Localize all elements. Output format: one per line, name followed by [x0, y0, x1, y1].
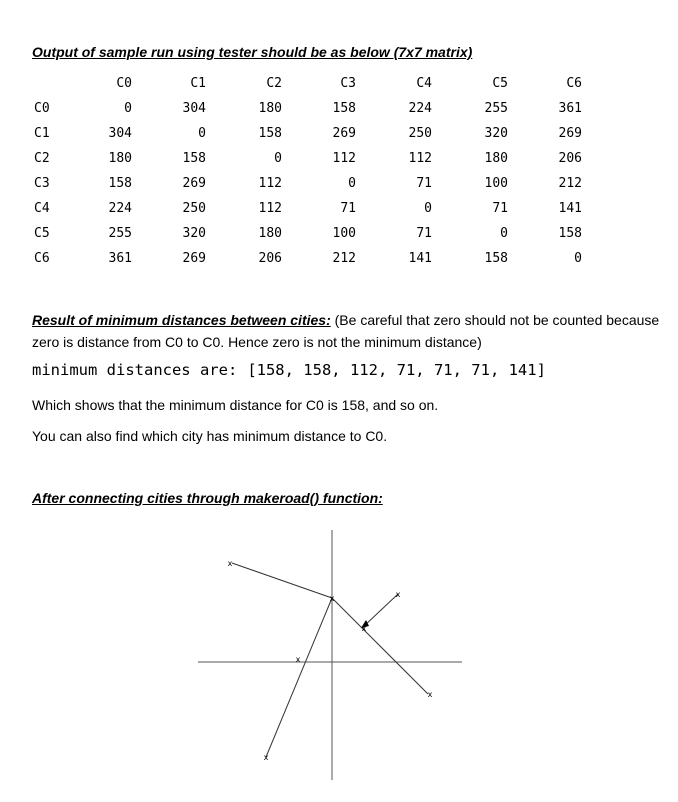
min-distances-label: minimum distances are: [32, 361, 238, 379]
matrix-cell: 269 [558, 126, 582, 141]
matrix-cell: 100 [484, 176, 508, 191]
matrix-title: Output of sample run using tester should be as below (7x7 matrix) [32, 44, 473, 60]
matrix-cell: 212 [332, 251, 356, 266]
matrix-cell: 71 [416, 176, 432, 191]
matrix-cell: 0 [274, 151, 282, 166]
city-marker: x [329, 594, 335, 603]
column-header: C5 [492, 76, 508, 91]
matrix-cell: 0 [198, 126, 206, 141]
matrix-cell: 180 [258, 226, 282, 241]
matrix-cell: 224 [108, 201, 132, 216]
matrix-cell: 255 [484, 101, 508, 116]
matrix-cell: 224 [408, 101, 432, 116]
matrix-cell: 112 [408, 151, 432, 166]
matrix-cell: 212 [558, 176, 582, 191]
matrix-cell: 158 [258, 126, 282, 141]
explanation-text: Which shows that the minimum distance for C0 is 158, and so on. [32, 397, 439, 413]
matrix-cell: 0 [500, 226, 508, 241]
matrix-cell: 158 [108, 176, 132, 191]
matrix-cell: 361 [558, 101, 582, 116]
matrix-cell: 304 [108, 126, 132, 141]
matrix-cell: 0 [348, 176, 356, 191]
matrix-cell: 250 [408, 126, 432, 141]
row-label: C0 [34, 101, 50, 116]
city-marker: x [263, 753, 269, 762]
column-header: C4 [416, 76, 432, 91]
row-label: C1 [34, 126, 50, 141]
matrix-cell: 0 [424, 201, 432, 216]
result-text: (Be careful that zero should not be counted because zero is distance from C0 to C0. Hence zero is not the minimum distance) [32, 312, 660, 350]
matrix-cell: 206 [258, 251, 282, 266]
city-marker: x [361, 624, 367, 633]
matrix-cell: 180 [484, 151, 508, 166]
matrix-cell: 158 [332, 101, 356, 116]
matrix-cell: 320 [484, 126, 508, 141]
matrix-cell: 180 [108, 151, 132, 166]
road-line [332, 598, 428, 694]
matrix-cell: 158 [558, 226, 582, 241]
matrix-cell: 0 [574, 251, 582, 266]
roads-title: After connecting cities through makeroad() function: [32, 490, 383, 506]
matrix-cell: 141 [408, 251, 432, 266]
matrix-cell: 100 [332, 226, 356, 241]
row-label: C3 [34, 176, 50, 191]
min-distances-value: [158, 158, 112, 71, 71, 71, 141] [247, 361, 546, 379]
matrix-cell: 361 [108, 251, 132, 266]
matrix-cell: 112 [258, 201, 282, 216]
matrix-cell: 180 [258, 101, 282, 116]
row-label: C6 [34, 251, 50, 266]
matrix-cell: 320 [182, 226, 206, 241]
matrix-cell: 112 [332, 151, 356, 166]
matrix-cell: 0 [124, 101, 132, 116]
city-marker: x [295, 655, 301, 664]
matrix-cell: 71 [340, 201, 356, 216]
column-header: C1 [190, 76, 206, 91]
row-label: C5 [34, 226, 50, 241]
matrix-cell: 158 [182, 151, 206, 166]
column-header: C3 [340, 76, 356, 91]
column-header: C0 [116, 76, 132, 91]
column-header: C6 [566, 76, 582, 91]
matrix-cell: 71 [492, 201, 508, 216]
road-line [232, 563, 332, 598]
matrix-cell: 255 [108, 226, 132, 241]
matrix-cell: 71 [416, 226, 432, 241]
hint-text: You can also find which city has minimum distance to C0. [32, 428, 388, 444]
road-line [266, 598, 332, 757]
row-label: C2 [34, 151, 50, 166]
city-marker: x [427, 690, 433, 699]
matrix-cell: 141 [558, 201, 582, 216]
result-label: Result of minimum distances between cities: [32, 312, 331, 328]
column-header: C2 [266, 76, 282, 91]
matrix-cell: 269 [182, 176, 206, 191]
row-label: C4 [34, 201, 50, 216]
matrix-cell: 158 [484, 251, 508, 266]
matrix-cell: 269 [332, 126, 356, 141]
matrix-cell: 269 [182, 251, 206, 266]
city-marker: x [395, 590, 401, 599]
city-marker: x [227, 559, 233, 568]
matrix-cell: 112 [258, 176, 282, 191]
matrix-cell: 304 [182, 101, 206, 116]
matrix-cell: 206 [558, 151, 582, 166]
matrix-cell: 250 [182, 201, 206, 216]
